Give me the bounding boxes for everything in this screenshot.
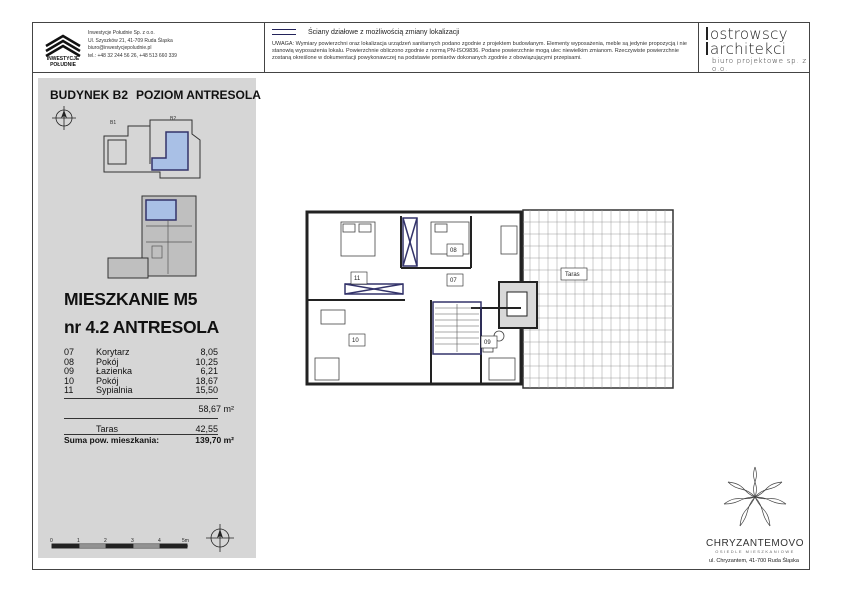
- terrace-label: Taras: [96, 424, 119, 434]
- developer-phone: tel.: +48 32 244 56 26, +48 513 660 339: [88, 52, 177, 59]
- architect-subtitle: biuro projektowe sp. z o.o.: [712, 57, 807, 73]
- estate-name: CHRYZANTEMOVO: [706, 538, 804, 549]
- key-plan-label-b2: B2: [170, 116, 177, 122]
- sum-label: Suma pow. mieszkania:: [64, 435, 160, 445]
- estate-tagline: OSIEDLE MIESZKANIOWE: [715, 549, 795, 554]
- developer-address: Ul. Szyszków 21, 41-709 Ruda Śląska: [88, 37, 173, 44]
- scale-label: 5m: [182, 538, 189, 544]
- floor-key-plan: [106, 186, 202, 284]
- scale-label: 1: [77, 538, 80, 544]
- terrace-area-grid: [523, 210, 673, 388]
- wall-legend-symbol: [272, 29, 296, 35]
- key-plan: [100, 114, 204, 184]
- header-divider: [32, 72, 810, 73]
- list-item: 08 Pokój 10,25: [64, 356, 218, 367]
- list-item: 07 Korytarz 8,05: [64, 347, 218, 357]
- room-label: 11: [354, 276, 361, 282]
- terrace-label-plan: Taras: [565, 272, 580, 278]
- key-plan-label-b1: B1: [110, 120, 117, 126]
- header-separator-left: [264, 22, 265, 72]
- scale-label: 2: [104, 538, 107, 544]
- list-item: 11 Sypialnia 15,50: [64, 385, 218, 396]
- room-label: 08: [450, 248, 457, 254]
- wall-legend-text: Ściany działowe z możliwością zmiany lokalizacji: [308, 29, 460, 36]
- subtotal-area: 58,67 m²: [198, 404, 234, 414]
- level-label: POZIOM ANTRESOLA: [136, 88, 261, 102]
- sum-value: 139,70 m²: [195, 435, 234, 445]
- subtotal-divider: [64, 398, 218, 399]
- apartment-subtitle: nr 4.2 ANTRESOLA: [64, 317, 219, 337]
- developer-name: Inwestycje Południe Sp. z o.o.: [88, 30, 155, 36]
- scale-label: 4: [158, 538, 161, 544]
- flower-logo-icon: [720, 464, 790, 530]
- apartment-title: MIESZKANIE M5: [64, 289, 198, 309]
- list-item: 09 Łazienka 6,21: [64, 366, 218, 377]
- terrace-area: 42,55: [195, 424, 218, 434]
- estate-address: ul. Chryzantem, 41-700 Ruda Śląska: [709, 558, 799, 564]
- developer-info: [88, 30, 177, 60]
- room-label: 10: [352, 338, 359, 344]
- scale-label: 3: [131, 538, 134, 544]
- building-label: BUDYNEK B2: [50, 88, 129, 102]
- scale-bar: [48, 536, 198, 550]
- architect-name-1: ostrowscy: [710, 25, 788, 43]
- total-divider: [64, 418, 218, 419]
- north-arrow-bottom-icon: [206, 524, 234, 552]
- list-item: 10 Pokój 18,67: [64, 375, 218, 386]
- architect-logo: [706, 27, 810, 73]
- architect-name-2: architekci: [710, 40, 787, 58]
- disclaimer-text: UWAGA: Wymiary powierzchni oraz lokalizacja urządzeń sanitarnych podano zgodnie z projektem budowlanym. Elementy wyposażenia, meble są jedynie propozycją i nie stanowią wyposażenia lokalu. Powierzchnie obliczono zgodnie z normą PN-ISO9836. Podane powierzchnie mogą ulec niewielkim zmianom. Rzeczywiste powierzchnie zostaną określone w dokumentacji powykonawczej na podstawie pomiarów dokonanych zgodnie z obowiązującymi przepisami.: [272, 41, 687, 61]
- north-arrow-icon: [52, 106, 76, 130]
- developer-logo-text: INWESTYCJE POŁUDNIE: [46, 56, 80, 68]
- room-list: [64, 348, 218, 396]
- floor-plan: [305, 208, 677, 390]
- scale-label: 0: [50, 538, 53, 544]
- header-separator-right: [698, 22, 699, 72]
- developer-email: biuro@inwestycjepoludnie.pl: [88, 45, 152, 51]
- room-label: 09: [484, 340, 491, 346]
- room-label: 07: [450, 278, 457, 284]
